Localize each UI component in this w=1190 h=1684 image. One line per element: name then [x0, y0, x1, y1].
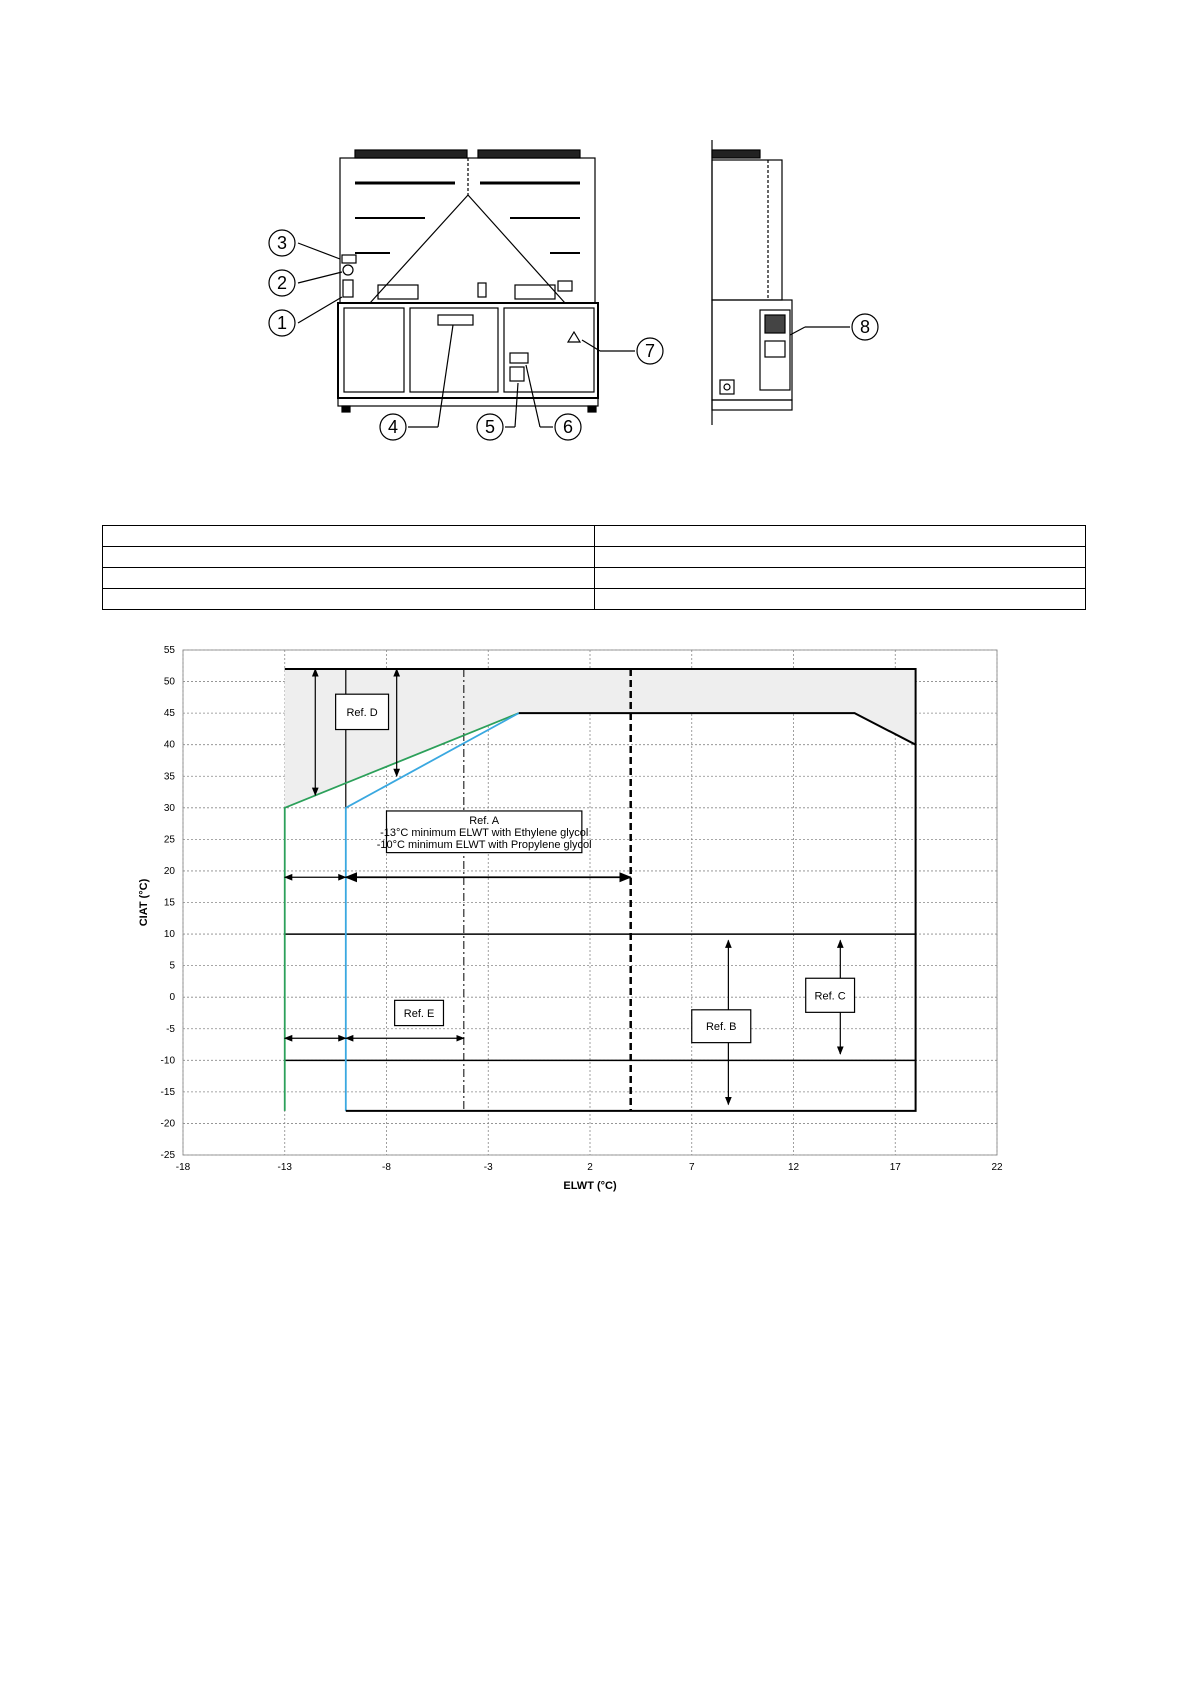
ref-c-annotation — [806, 978, 855, 1012]
operating-envelope-chart — [125, 640, 1085, 1245]
y-tick-label: 35 — [163, 771, 175, 783]
x-axis-title: ELWT (°C) — [563, 1180, 617, 1192]
y-tick-label: 40 — [163, 739, 175, 751]
ref-a-annotation — [377, 811, 592, 853]
callout-6 — [555, 414, 581, 440]
svg-text:8: 8 — [859, 317, 871, 337]
side-view — [712, 140, 850, 425]
ref-e-annotation — [395, 1000, 444, 1025]
table-row — [103, 568, 1086, 589]
svg-text:3: 3 — [276, 233, 288, 253]
table-cell — [594, 526, 1086, 547]
callout-7 — [637, 338, 663, 364]
x-tick-label: -8 — [382, 1162, 391, 1173]
table-cell — [594, 547, 1086, 568]
y-tick-label: 55 — [163, 645, 175, 656]
y-tick-label: -10 — [160, 1055, 175, 1067]
table-cell — [103, 526, 595, 547]
ref-a-text: -13°C minimum ELWT with Ethylene glycol — [380, 826, 589, 839]
y-tick-label: 20 — [163, 865, 175, 877]
x-tick-label: -13 — [277, 1162, 292, 1173]
y-tick-label: 10 — [163, 929, 175, 941]
table-cell — [594, 568, 1086, 589]
table-row — [103, 547, 1086, 568]
y-tick-label: -5 — [166, 1023, 175, 1035]
y-tick-label: 15 — [163, 897, 175, 909]
svg-text:6: 6 — [562, 417, 574, 437]
x-tick-label: 7 — [688, 1162, 695, 1173]
unit-drawing — [260, 135, 960, 490]
y-tick-label: 30 — [163, 802, 175, 814]
table-cell — [103, 568, 595, 589]
x-tick-label: -3 — [483, 1162, 493, 1173]
table-cell — [103, 589, 595, 610]
x-tick-label: 12 — [787, 1162, 800, 1173]
ref-b-text: Ref. B — [705, 1021, 737, 1034]
svg-text:4: 4 — [387, 417, 399, 437]
ref-a-text: Ref. A — [469, 814, 500, 827]
x-tick-label: 17 — [889, 1162, 901, 1173]
callout-1 — [269, 310, 295, 336]
svg-text:5: 5 — [484, 417, 496, 437]
x-tick-label: -18 — [175, 1162, 191, 1173]
front-view — [298, 150, 635, 427]
y-tick-label: 5 — [169, 960, 175, 972]
ref-e-text: Ref. E — [403, 1007, 435, 1020]
table-row — [103, 589, 1086, 610]
callout-markers — [269, 230, 878, 440]
callout-2 — [269, 270, 295, 296]
svg-text:1: 1 — [276, 313, 288, 333]
ref-a-text: -10°C minimum ELWT with Propylene glycol — [376, 838, 592, 851]
table-cell — [103, 547, 595, 568]
svg-text:7: 7 — [644, 341, 656, 361]
y-tick-label: 25 — [163, 834, 175, 846]
y-tick-label: -15 — [160, 1086, 175, 1098]
y-tick-label: -20 — [160, 1118, 175, 1130]
callout-3 — [269, 230, 295, 256]
y-tick-label: 0 — [169, 992, 175, 1004]
callout-8 — [852, 314, 878, 340]
x-tick-label: 2 — [587, 1162, 593, 1173]
y-tick-label: 45 — [163, 708, 175, 720]
table-row — [103, 526, 1086, 547]
ref-c-text: Ref. C — [814, 990, 846, 1003]
y-axis-title: CIAT (°C) — [138, 878, 150, 927]
ref-b-annotation — [692, 1010, 751, 1043]
x-tick-label: 22 — [991, 1162, 1003, 1173]
svg-text:2: 2 — [276, 273, 288, 293]
ref-d-text: Ref. D — [346, 706, 378, 719]
legend-table — [102, 525, 1086, 610]
table-cell — [594, 589, 1086, 610]
callout-4 — [380, 414, 406, 440]
y-tick-label: -25 — [160, 1150, 175, 1161]
callout-5 — [477, 414, 503, 440]
ref-d-annotation — [336, 694, 389, 729]
y-tick-label: 50 — [163, 676, 175, 688]
